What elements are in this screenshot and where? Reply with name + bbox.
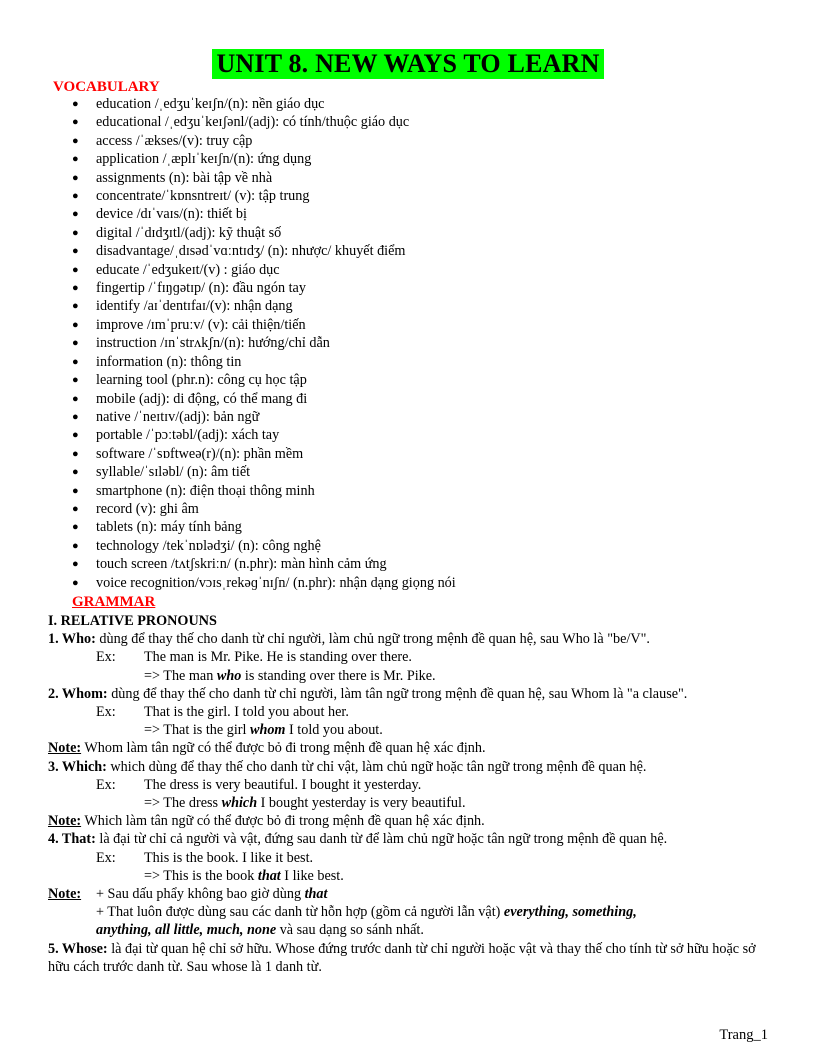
vocabulary-text: learning tool (phr.n): công cụ học tập	[96, 372, 307, 389]
which-note: Note: Which làm tân ngữ có thể được bỏ đi trong mệnh đề quan hệ xác định.	[48, 813, 485, 830]
vocabulary-text: educational /ˌedʒuˈkeɪʃənl/(adj): có tính/thuộc giáo dục	[96, 114, 410, 131]
vocabulary-text: smartphone (n): điện thoại thông minh	[96, 482, 315, 499]
that-example: Ex: This is the book. I like it best.	[96, 849, 314, 866]
vocabulary-item	[0, 426, 456, 444]
vocabulary-item	[0, 297, 456, 315]
vocabulary-text: native /ˈneɪtɪv/(adj): bản ngữ	[96, 408, 260, 425]
whom-definition: 2. Whom: dùng để thay thế cho danh từ chỉ người, làm tân ngữ trong mệnh đề quan hệ, sau Whom là "a clause".	[48, 685, 688, 702]
vocabulary-text: assignments (n): bài tập về nhà	[96, 169, 273, 186]
whose-definition: 5. Whose: là đại từ quan hệ chỉ sở hữu. Whose đứng trước danh từ chỉ người hoặc vật và thay thế cho tính từ sở hữu hoặc sở hữu cách trước danh từ. Sau whose là 1 danh từ.	[48, 940, 756, 975]
vocabulary-text: fingertip /ˈfɪŋɡətɪp/ (n): đầu ngón tay	[96, 280, 306, 297]
vocabulary-text: voice recognition/vɔɪsˌrekəɡˈnɪʃn/ (n.phr): nhận dạng giọng nói	[96, 574, 456, 591]
whom-example: Ex: That is the girl. I told you about her.	[96, 704, 349, 721]
bullet-icon: ●	[72, 558, 79, 571]
vocabulary-text: educate /ˈedʒukeɪt/(v) : giáo dục	[96, 261, 280, 278]
that-note-2: + That luôn được dùng sau các danh từ hỗn hợp (gồm cả người lẫn vật) everything, something,	[96, 904, 637, 921]
vocabulary-item	[0, 500, 456, 518]
bullet-icon: ●	[72, 134, 79, 147]
vocabulary-item	[0, 279, 456, 297]
section-title: I. RELATIVE PRONOUNS	[48, 613, 217, 629]
whom-note: Note: Whom làm tân ngữ có thể được bỏ đi trong mệnh đề quan hệ xác định.	[48, 740, 486, 757]
bullet-icon: ●	[72, 171, 79, 184]
vocabulary-item	[0, 408, 456, 426]
bullet-icon: ●	[72, 502, 79, 515]
that-answer: => This is the book that I like best.	[144, 867, 344, 884]
that-note-1: Note: + Sau dấu phẩy không bao giờ dùng that	[48, 886, 328, 903]
vocabulary-text: access /ˈækses/(v): truy cập	[96, 132, 253, 149]
bullet-icon: ●	[72, 355, 79, 368]
vocabulary-list	[0, 95, 456, 592]
bullet-icon: ●	[72, 337, 79, 350]
vocabulary-text: syllable/ˈsɪləbl/ (n): âm tiết	[96, 464, 251, 481]
bullet-icon: ●	[72, 226, 79, 239]
vocabulary-text: technology /tekˈnɒlədʒi/ (n): công nghệ	[96, 537, 321, 554]
vocabulary-item	[0, 555, 456, 573]
vocabulary-text: identify /aɪˈdentɪfaɪ/(v): nhận dạng	[96, 298, 293, 315]
vocabulary-text: instruction /ɪnˈstrʌkʃn/(n): hướng/chỉ dẫn	[96, 335, 330, 352]
bullet-icon: ●	[72, 410, 79, 423]
that-label: 4. That:	[48, 831, 96, 848]
vocabulary-item	[0, 353, 456, 371]
bullet-icon: ●	[72, 245, 79, 258]
vocabulary-text: tablets (n): máy tính bảng	[96, 519, 242, 536]
vocabulary-item	[0, 463, 456, 481]
vocabulary-text: portable /ˈpɔːtəbl/(adj): xách tay	[96, 427, 280, 444]
vocabulary-item	[0, 224, 456, 242]
vocabulary-text: software /ˈsɒftweə(r)/(n): phần mềm	[96, 445, 304, 462]
bullet-icon: ●	[72, 447, 79, 460]
bullet-icon: ●	[72, 208, 79, 221]
vocabulary-item	[0, 242, 456, 260]
vocabulary-item	[0, 316, 456, 334]
which-example: Ex: The dress is very beautiful. I bought it yesterday.	[96, 776, 422, 793]
whose-label: 5. Whose:	[48, 940, 108, 957]
title-container	[0, 49, 816, 79]
which-answer: => The dress which I bought yesterday is very beautiful.	[144, 795, 466, 812]
bullet-icon: ●	[72, 484, 79, 497]
vocabulary-item	[0, 445, 456, 463]
vocabulary-text: mobile (adj): di động, có thể mang đi	[96, 390, 308, 407]
vocabulary-text: device /dɪˈvaɪs/(n): thiết bị	[96, 206, 247, 223]
vocabulary-item	[0, 95, 456, 113]
whom-label: 2. Whom:	[48, 685, 108, 702]
bullet-icon: ●	[72, 374, 79, 387]
which-label: 3. Which:	[48, 758, 107, 775]
vocabulary-text: information (n): thông tin	[96, 353, 242, 370]
vocabulary-item	[0, 150, 456, 168]
unit-title: UNIT 8. NEW WAYS TO LEARN	[212, 49, 603, 79]
bullet-icon: ●	[72, 539, 79, 552]
which-definition: 3. Which: which dùng để thay thế cho danh từ chỉ vật, làm chủ ngữ hoặc tân ngữ trong mệnh đề quan hệ.	[48, 758, 647, 775]
that-definition: 4. That: là đại từ chỉ cả người và vật, đứng sau danh từ để làm chủ ngữ hoặc tân ngữ trong mệnh đề quan hệ.	[48, 831, 668, 848]
page-number: Trang_1	[719, 1027, 768, 1043]
vocabulary-text: digital /ˈdɪdʒɪtl/(adj): kỹ thuật số	[96, 224, 282, 241]
bullet-icon: ●	[72, 466, 79, 479]
vocabulary-item	[0, 113, 456, 131]
vocabulary-item	[0, 574, 456, 592]
vocabulary-item	[0, 518, 456, 536]
who-definition: 1. Who: dùng để thay thế cho danh từ chỉ người, làm chủ ngữ trong mệnh đề quan hệ, sau Who là "be/V".	[48, 631, 650, 648]
that-note-3: anything, all little, much, none và sau dạng so sánh nhất.	[96, 922, 424, 939]
vocabulary-text: disadvantage/ˌdɪsədˈvɑːntɪdʒ/ (n): nhược/ khuyết điểm	[96, 243, 406, 260]
vocabulary-text: application /ˌæplɪˈkeɪʃn/(n): ứng dụng	[96, 151, 312, 168]
whom-answer: => That is the girl whom I told you about.	[144, 722, 383, 739]
bullet-icon: ●	[72, 318, 79, 331]
vocabulary-item	[0, 169, 456, 187]
vocabulary-item	[0, 261, 456, 279]
vocabulary-item	[0, 390, 456, 408]
vocabulary-item	[0, 205, 456, 223]
bullet-icon: ●	[72, 116, 79, 129]
bullet-icon: ●	[72, 392, 79, 405]
vocabulary-heading: VOCABULARY	[53, 79, 160, 95]
vocabulary-text: improve /ɪmˈpruːv/ (v): cải thiện/tiến	[96, 316, 306, 333]
vocabulary-text: concentrate/ˈkɒnsntreɪt/ (v): tập trung	[96, 188, 310, 205]
bullet-icon: ●	[72, 576, 79, 589]
grammar-heading: GRAMMAR	[72, 594, 156, 610]
bullet-icon: ●	[72, 190, 79, 203]
grammar-body	[48, 612, 770, 976]
vocabulary-item	[0, 187, 456, 205]
vocabulary-item	[0, 537, 456, 555]
vocabulary-item	[0, 132, 456, 150]
bullet-icon: ●	[72, 521, 79, 534]
who-label: 1. Who:	[48, 631, 96, 648]
bullet-icon: ●	[72, 282, 79, 295]
vocabulary-text: touch screen /tʌtʃskriːn/ (n.phr): màn hình cảm ứng	[96, 556, 387, 573]
vocabulary-item	[0, 334, 456, 352]
bullet-icon: ●	[72, 263, 79, 276]
vocabulary-item	[0, 371, 456, 389]
bullet-icon: ●	[72, 98, 79, 110]
bullet-icon: ●	[72, 153, 79, 166]
bullet-icon: ●	[72, 300, 79, 313]
bullet-icon: ●	[72, 429, 79, 442]
vocabulary-text: education /ˌedʒuˈkeɪʃn/(n): nền giáo dục	[96, 96, 325, 112]
vocabulary-text: record (v): ghi âm	[96, 500, 199, 517]
who-answer: => The man who is standing over there is Mr. Pike.	[144, 667, 436, 684]
vocabulary-item	[0, 482, 456, 500]
who-example: Ex: The man is Mr. Pike. He is standing over there.	[96, 649, 412, 666]
